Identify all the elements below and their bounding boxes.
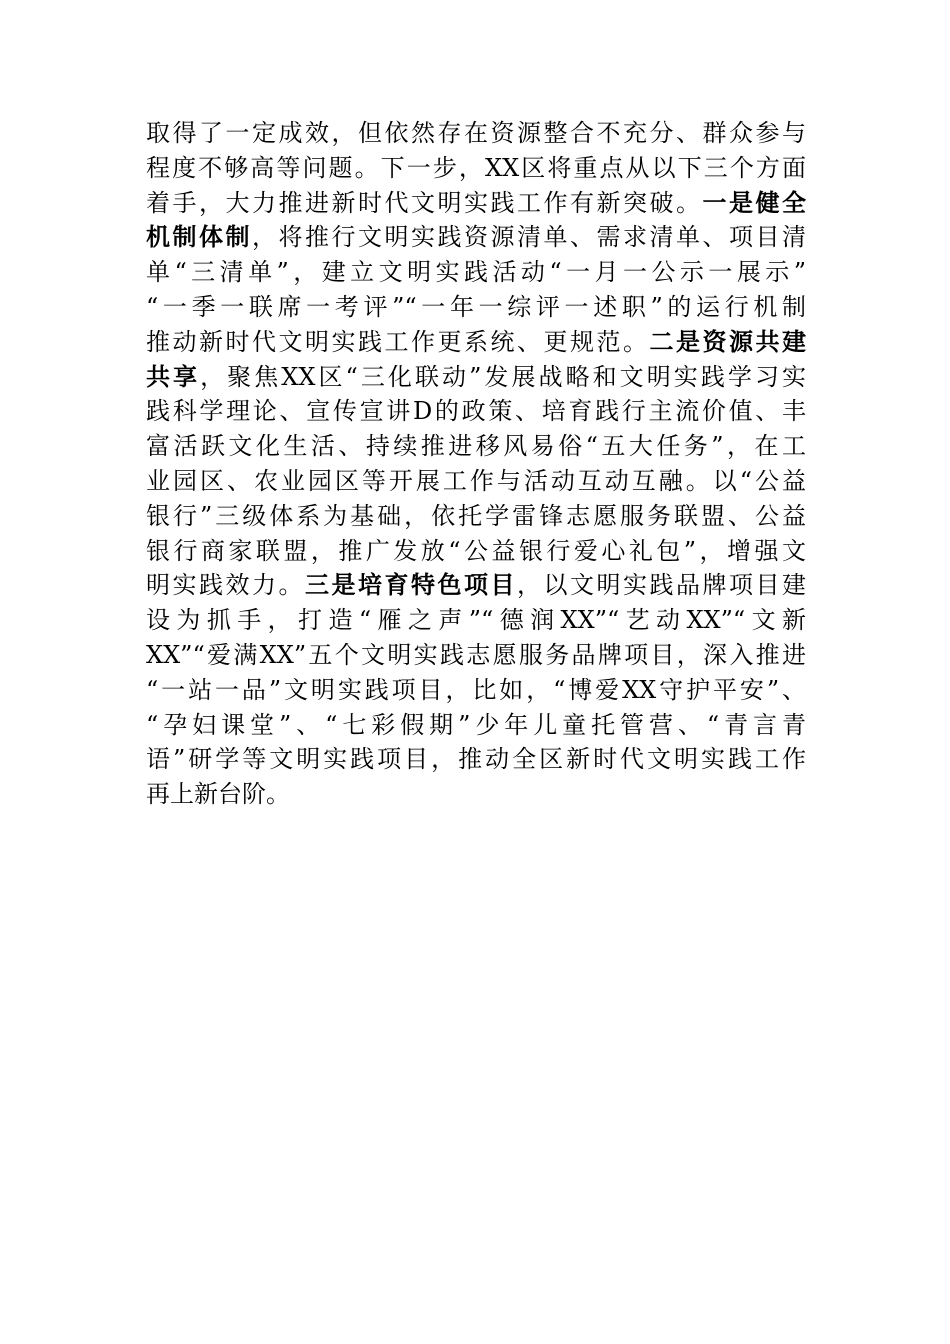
paragraph-line (146, 186, 806, 221)
paragraph-line (146, 290, 806, 325)
bold-heading-run: 一是健全 (702, 188, 806, 217)
paragraph-line (146, 255, 806, 290)
text-run: ，以文明实践品牌项目建 (517, 571, 806, 600)
bold-heading-run: 三是培育特色项目 (305, 571, 517, 600)
text-run: 明实践效力。 (146, 571, 305, 600)
paragraph-line (146, 603, 806, 638)
text-run: 再上新台阶。 (146, 780, 290, 809)
paragraph-line (146, 499, 806, 534)
text-run: 设为抓手，打造“雁之声”“德润XX”“艺动XX”“文新 (146, 606, 806, 635)
paragraph-line (146, 708, 806, 743)
text-run: ，将推行文明实践资源清单、需求清单、项目清 (252, 223, 806, 252)
paragraph-line (146, 673, 806, 708)
text-run: 银行”三级体系为基础，依托学雷锋志愿服务联盟、公益 (146, 501, 806, 530)
paragraph-line (146, 742, 806, 777)
paragraph-line (146, 464, 806, 499)
paragraph-line (146, 638, 806, 673)
paragraph-line (146, 568, 806, 603)
text-run: 践科学理论、宣传宣讲D的政策、培育践行主流价值、丰 (146, 397, 806, 426)
body-paragraph (146, 116, 806, 812)
text-run: 取得了一定成效，但依然存在资源整合不充分、群众参与 (146, 119, 806, 147)
paragraph-line (146, 534, 806, 569)
paragraph-line (146, 151, 806, 186)
bold-heading-run: 二是资源共建 (649, 327, 806, 356)
text-run: 银行商家联盟，推广发放“公益银行爱心礼包”，增强文 (146, 536, 806, 565)
text-run: XX”“爱满XX”五个文明实践志愿服务品牌项目，深入推进 (146, 640, 806, 669)
text-run: “孕妇课堂”、“七彩假期”少年儿童托管营、“青言青 (146, 710, 806, 739)
text-run: 着手，大力推进新时代文明实践工作有新突破。 (146, 188, 703, 217)
bold-heading-run: 机制体制 (146, 223, 252, 252)
paragraph-line (146, 116, 806, 151)
text-run: 语”研学等文明实践项目，推动全区新时代文明实践工作 (146, 745, 806, 774)
text-run: 单“三清单”，建立文明实践活动“一月一公示一展示” (146, 258, 806, 287)
paragraph-line (146, 325, 806, 360)
text-run: “一站一品”文明实践项目，比如，“博爱XX守护平安”、 (146, 675, 806, 704)
paragraph-line (146, 220, 806, 255)
paragraph-line (146, 429, 806, 464)
text-run: 程度不够高等问题。下一步，XX区将重点从以下三个方面 (146, 153, 806, 182)
bold-heading-run: 共享 (146, 362, 201, 391)
paragraph-line (146, 394, 806, 429)
paragraph-line (146, 360, 806, 395)
paragraph-line (146, 777, 806, 812)
text-run: “一季一联席一考评”“一年一综评一述职”的运行机制 (146, 292, 806, 321)
text-run: ，聚焦XX区“三化联动”发展战略和文明实践学习实 (200, 362, 806, 391)
text-run: 业园区、农业园区等开展工作与活动互动互融。以“公益 (146, 466, 806, 495)
text-run: 推动新时代文明实践工作更系统、更规范。 (146, 327, 650, 356)
text-run: 富活跃文化生活、持续推进移风易俗“五大任务”，在工 (146, 432, 806, 461)
